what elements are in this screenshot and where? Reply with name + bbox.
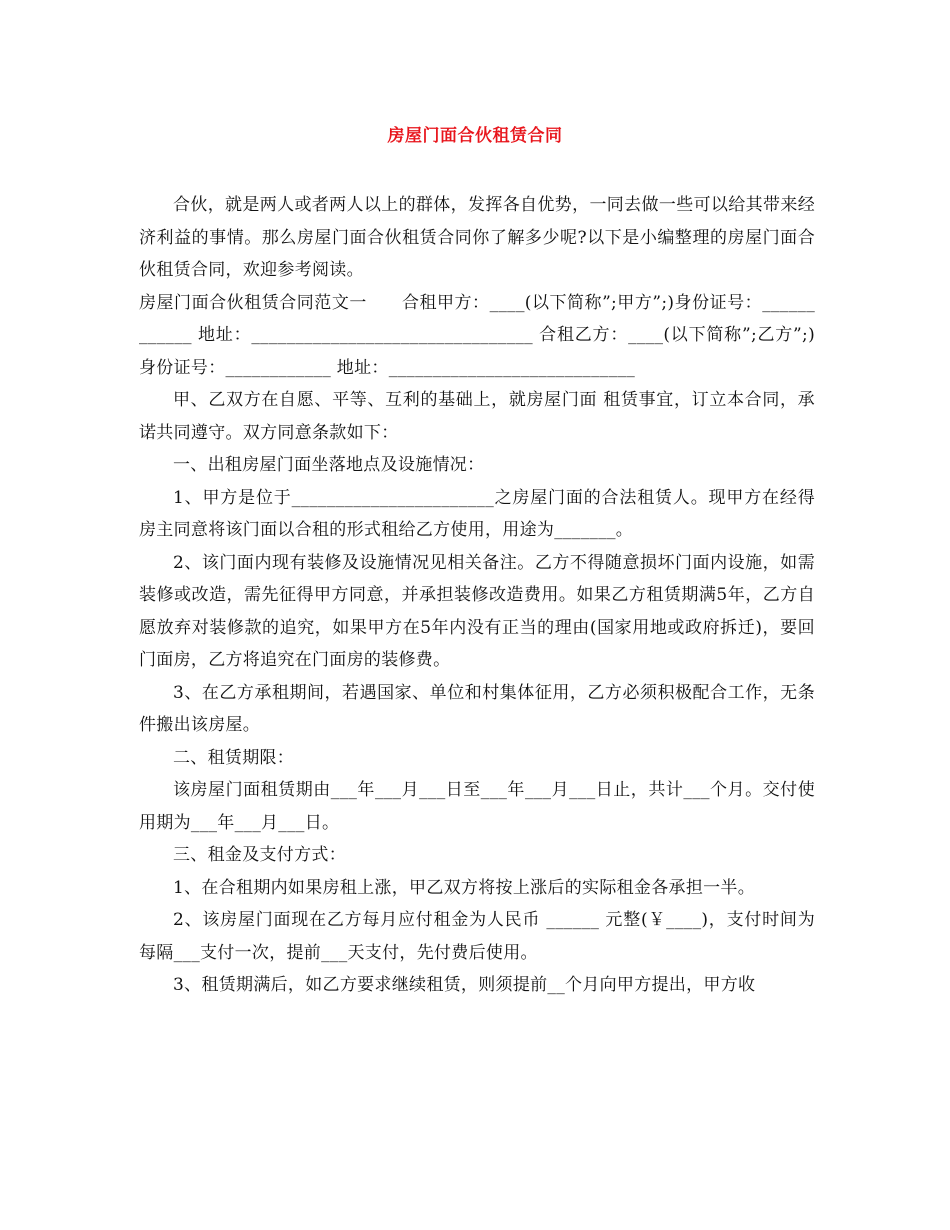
paragraph-agreement: 甲、乙双方在自愿、平等、互利的基础上，就房屋门面 租赁事宜，订立本合同，承诺共同遵守。双方同意条款如下： bbox=[139, 390, 815, 443]
document-body bbox=[139, 189, 815, 1002]
section-heading-term: 二、租赁期限： bbox=[173, 747, 295, 768]
section-heading-location: 一、出租房屋门面坐落地点及设施情况： bbox=[173, 455, 485, 475]
clause-3-2: 2、该房屋门面现在乙方每月应付租金为人民币 ______ 元整(￥____)，支付时间为每隔___支付一次，提前___天支付，先付费后使用。 bbox=[139, 910, 815, 963]
paragraph-parties: 房屋门面合伙租赁合同范文一 合租甲方：____(以下简称”;甲方”;)身份证号：____________ 地址：________________________________ 合租乙方：____(以下简称”;乙方”;)身份证号：____________ 地址：____________________________ bbox=[139, 292, 815, 378]
clause-3-1: 1、在合租期内如果房租上涨，甲乙双方将按上涨后的实际租金各承担一半。 bbox=[173, 877, 756, 898]
paragraph-intro: 合伙，就是两人或者两人以上的群体，发挥各自优势，一同去做一些可以给其带来经济利益的事情。那么房屋门面合伙租赁合同你了解多少呢?以下是小编整理的房屋门面合伙租赁合同，欢迎参考阅读。 bbox=[139, 195, 815, 280]
document-title: 房屋门面合伙租赁合同 bbox=[387, 126, 563, 146]
clause-1-3: 3、在乙方承租期间，若遇国家、单位和村集体征用，乙方必须积极配合工作，无条件搬出该房屋。 bbox=[139, 682, 815, 735]
clause-3-3: 3、租赁期满后，如乙方要求继续租赁，则须提前__个月向甲方提出，甲方收 bbox=[173, 975, 756, 995]
section-heading-rent: 三、租金及支付方式： bbox=[173, 845, 346, 865]
clause-1-1: 1、甲方是位于_______________________之房屋门面的合法租赁人。现甲方在经得房主同意将该门面以合租的形式租给乙方使用，用途为_______。 bbox=[139, 487, 815, 540]
clause-2-1: 该房屋门面租赁期由___年___月___日至___年___月___日止，共计___个月。交付使用期为___年___月___日。 bbox=[139, 780, 815, 833]
clause-1-2: 2、该门面内现有装修及设施情况见相关备注。乙方不得随意损坏门面内设施，如需装修或改造，需先征得甲方同意，并承担装修改造费用。如果乙方租赁期满5年，乙方自愿放弃对装修款的追究，如果甲方在5年内没有正当的理由(国家用地或政府拆迁)，要回门面房，乙方将追究在门面房的装修费。 bbox=[139, 552, 815, 670]
